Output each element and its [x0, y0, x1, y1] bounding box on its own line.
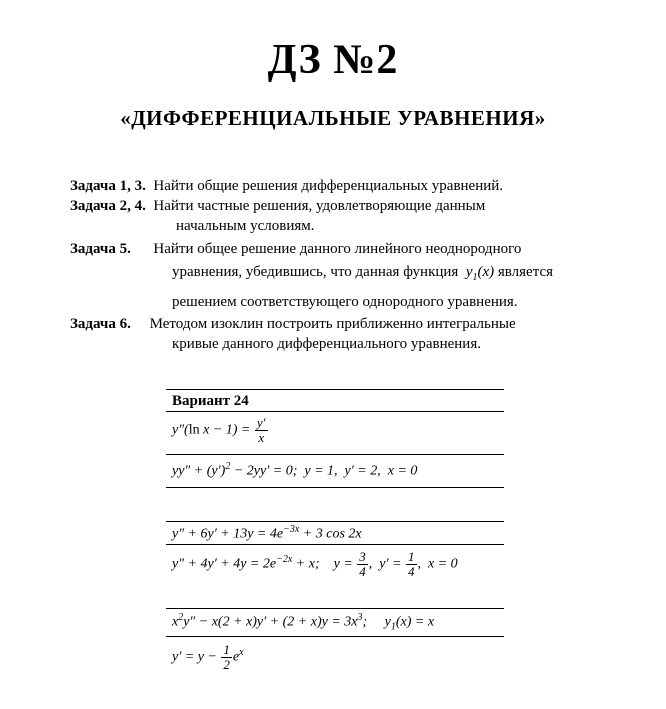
- function-y1: $y_1(x)$: [458, 264, 498, 283]
- task-text-continued: решением соответствующего однородного уравнения.: [172, 294, 518, 310]
- equation-6: y′ = y − $\frac{1}{2}$ $e^x$: [172, 642, 244, 672]
- task-1-3: [70, 176, 666, 196]
- equation-1: y″(ln x − 1) = $\frac{y'}{x}$: [166, 412, 504, 455]
- task-2-4: [70, 196, 666, 216]
- variant-table: [166, 389, 504, 683]
- task-text: Методом изоклин построить приближенно интегральные: [130, 316, 516, 332]
- equation-3: $y'' + 6y' + 13y = 4e^{-3x} + 3$ cos 2x: [166, 522, 504, 545]
- task-label: Задача 6.: [70, 316, 131, 332]
- blank-row: [166, 588, 504, 609]
- page-subtitle: «ДИФФЕРЕНЦИАЛЬНЫЕ УРАВНЕНИЯ»: [120, 106, 546, 130]
- equation-4: $y'' + 4y' + 4y = 2e^{-2x} + x$; y = $\frac{3}{4}$ , y′ = $\frac{1}{4}$ , x = 0: [172, 549, 458, 579]
- task-text: Найти общее решение данного линейного неоднородного: [130, 241, 522, 257]
- task-text: Найти общие решения дифференциальных уравнений.: [145, 178, 504, 194]
- task-label: Задача 2, 4.: [70, 198, 146, 214]
- task-label: Задача 5.: [70, 241, 131, 257]
- task-label: Задача 1, 3.: [70, 178, 146, 194]
- page-title: ДЗ №2: [267, 37, 399, 83]
- task-list: [70, 176, 666, 354]
- equation-5: $x^2y'' - x(2 + x)y' + (2 + x)y = 3x^3$; $y_1(x) = x$: [166, 609, 504, 637]
- task-text-continued: начальным условиям.: [176, 218, 315, 234]
- task-text-continued: кривые данного дифференциального уравнения.: [172, 336, 481, 352]
- blank-row: [166, 488, 504, 522]
- equation-2: $yy'' + (y')^2 - 2yy' = 0$; y = 1, y′ = 2, x = 0: [166, 455, 504, 488]
- task-6: [70, 314, 666, 334]
- task-text-continued: уравнения, убедившись, что данная функция $y_1(x)$ является: [70, 262, 666, 288]
- task-text: Найти частные решения, удовлетворяющие данным: [145, 198, 486, 214]
- task-5: [70, 239, 666, 259]
- variant-title: Вариант 24: [166, 390, 504, 412]
